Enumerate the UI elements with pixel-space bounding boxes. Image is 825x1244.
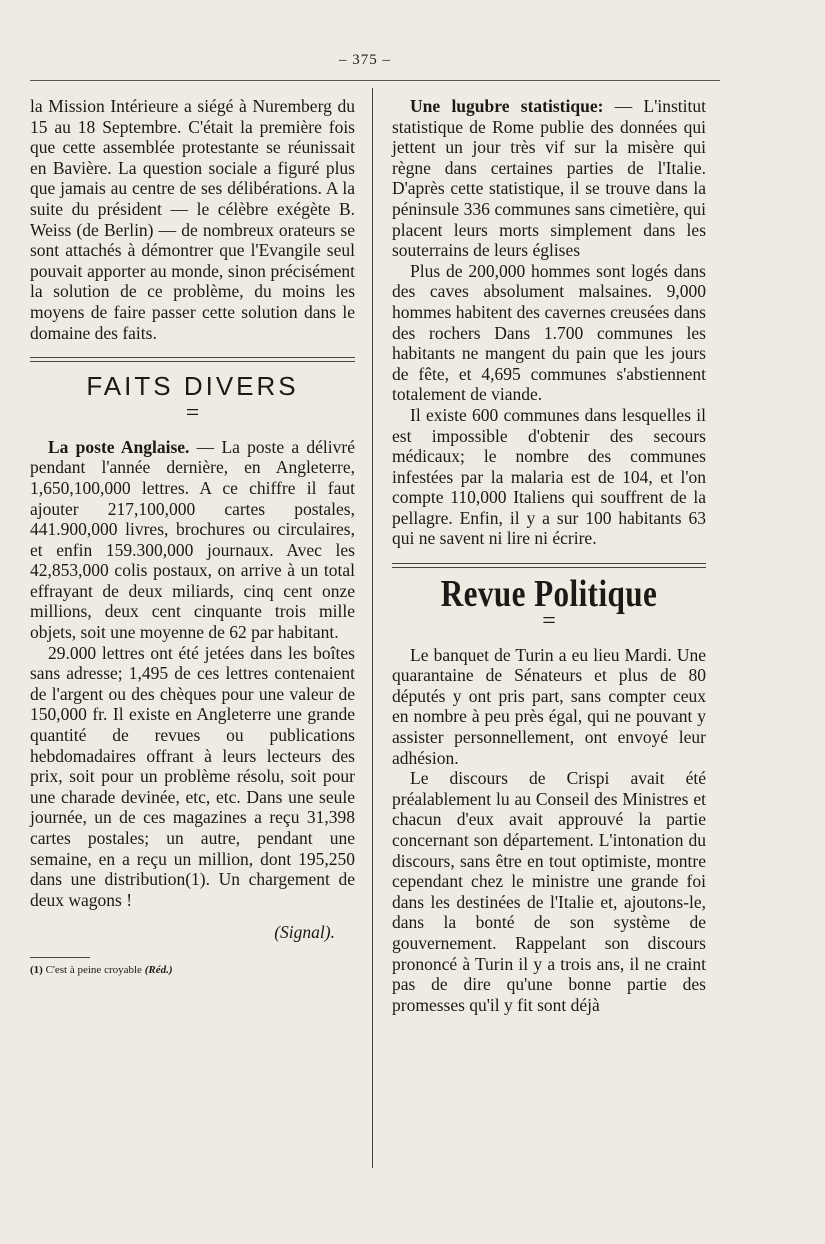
poste-anglaise-lead: La poste Anglaise. <box>48 436 190 457</box>
revue-paragraph-1: Le banquet de Turin a eu lieu Mardi. Une quarantaine de Sénateurs et plus de 80 députés y ont pris part, sans compter ceux en nombre à peu près égal, qui ne pouvant y assister personnellement, ont envoyé leur adhésion. <box>392 644 706 768</box>
footnote-editor: (Réd.) <box>144 963 173 976</box>
poste-anglaise-body-2: 29.000 lettres ont été jetées dans les boîtes sans adresse; 1,495 de ces lettres contenaient de l'argent ou des chèques pour une valeur de 150,000 fr. Il existe en Angleterre une grande quantité de revues ou publications hebdomadaires offrant à leurs lecteurs des prix, soit pour un problème résolu, soit pour une charade devinée, etc, etc. Dans une seule journée, un de ces magazines a reçu 31,398 cartes postales; un autre, pendant une semaine, en a reçu un million, dont 195,250 dans une distribution(1). Un chargement de deux wagons ! <box>30 642 355 910</box>
statistique-body-2: Plus de 200,000 hommes sont logés dans des caves absolument malsaines. 9,000 hommes habitent des cavernes creusées dans des rochers Dans 1.700 communes les habitants ne mangent du pain que les jours de fête, et 4,695 communes s'abstiennent totalement de viande. <box>392 260 706 405</box>
left-column <box>30 96 355 977</box>
footnote-mark: (1) <box>30 963 43 976</box>
poste-anglaise-body-1: — La poste a délivré pendant l'année dernière, en Angleterre, 1,650,100,000 lettres. A ce chiffre il faut ajouter 217,100,000 cartes postales, 441.900,000 livres, brochures ou circulaires, et enfin 159.300,000 journaux. Avec les 42,853,000 colis postaux, on arrive à un total effrayant de deux miliards, cinq cent onze millions, deux cent cinquante trois mille objets, soit une moyenne de 62 par habitant. <box>30 436 355 643</box>
header-rule <box>30 80 720 81</box>
statistique-body-1: — L'institut statistique de Rome publie des données qui jettent un jour très vif sur la misère qui règne dans certaines parties de l'Italie. D'après cette statistique, il se trouve dans la péninsule 336 communes sans cimetière, qui placent leurs morts simplement dans les souterrains de leurs églises <box>392 96 706 261</box>
revue-paragraph-2: Le discours de Crispi avait été préalablement lu au Conseil des Ministres et chacun d'eux avait approuvé la partie concernant son département. L'intonation du discours, sans être en tout optimiste, montre cependant chez le ministre une grande foi dans les destinées de l'Italie et, ajoutons-le, dans la bonté de son système de gouvernement. Rappelant son discours prononcé à Turin il y a trois ans, il ne craint pas de dire qu'une bonne partie des promesses qu'il y fit sont déjà <box>392 768 706 1015</box>
intro-paragraph: la Mission Intérieure a siégé à Nuremberg du 15 au 18 Septembre. C'était la première fois que cette assemblée protestante se réunissait en Bavière. La question sociale a figuré plus que jamais au centre de ses délibérations. A la suite du président — le célèbre exégète B. Weiss (de Berlin) — de nombreux orateurs se sont attachés à démontrer que l'Evangile seul pouvait apporter au monde, sinon précisément la solution de ce problème, du moins les moyens de faire passer cette solution dans le domaine des faits. <box>30 96 355 343</box>
page-number: – 375 – <box>339 52 391 68</box>
article-signature: (Signal). <box>274 922 335 943</box>
section-separator-right <box>392 563 706 568</box>
revue-politique-title: Revue Politique <box>440 573 658 616</box>
footnote-rule <box>30 957 90 958</box>
statistique-body-3: Il existe 600 communes dans lesquelles il est impossible d'obtenir des secours médicaux; le nombre des communes infestées par la malaria est de 104, et l'on compte 110,000 Italiens qui souffrent de la pellagre. Enfin, il y a sur 100 habitants 63 qui ne savent ni lire ni écrire. <box>392 404 706 549</box>
faits-divers-mark: = <box>185 399 200 426</box>
footnote <box>30 964 355 977</box>
section-separator <box>30 357 355 362</box>
right-column <box>392 96 706 1015</box>
footnote-text: C'est à peine croyable <box>42 963 145 976</box>
statistique-article <box>392 96 706 261</box>
poste-anglaise-article <box>30 437 355 643</box>
revue-politique-mark: = <box>542 607 556 634</box>
statistique-lead: Une lugubre statistique: <box>410 96 604 116</box>
column-divider <box>372 88 373 1168</box>
faits-divers-title: FAITS DIVERS <box>86 371 299 402</box>
